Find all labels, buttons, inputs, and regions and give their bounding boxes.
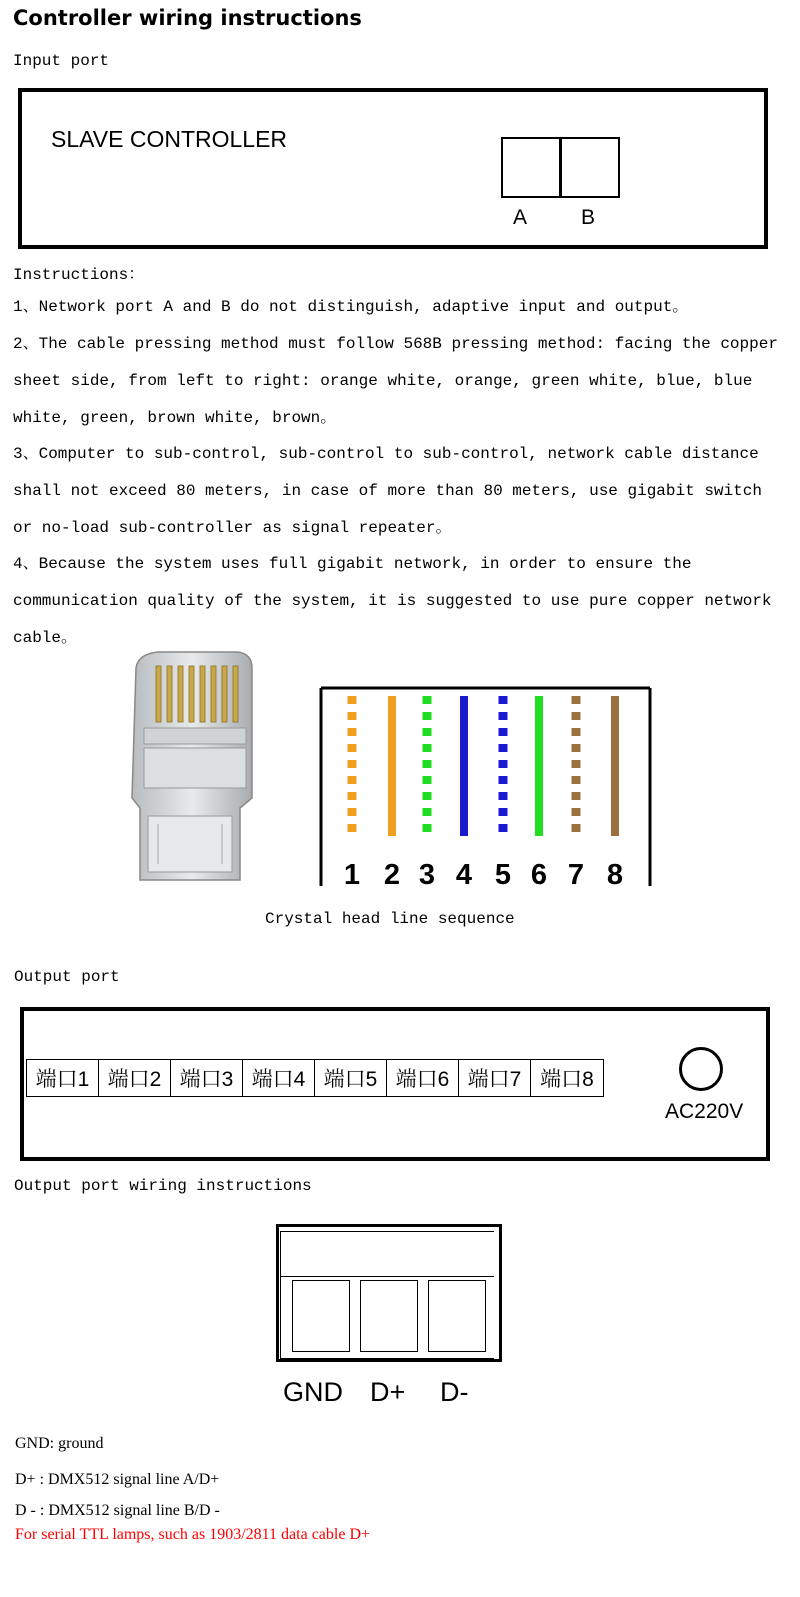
instruction-item: 3、Computer to sub-control, sub-control to sub-control, network cable distance shall not exceed 80 meters, in case of more than 80 meters, use gigabit switch or no-load sub-controller as signal repeater。 <box>13 445 762 537</box>
instruction-item: 1、Network port A and B do not distinguish, adaptive input and output。 <box>13 298 689 316</box>
instructions-heading: Instructions： <box>13 266 145 284</box>
wire-number-8: 8 <box>606 859 624 891</box>
output-terminal-5: 端口5 <box>315 1060 387 1096</box>
rj45-connector-image <box>128 648 258 888</box>
instruction-item: 2、The cable pressing method must follow 568B pressing method: facing the copper sheet side, from left to right: orange white, orange, green white, blue, blue white, green, brown white, brown。 <box>13 335 778 427</box>
instruction-item: 4、Because the system uses full gigabit network, in order to ensure the communication quality of the system, it is suggested to use pure copper network cable。 <box>13 555 772 647</box>
power-label: AC220V <box>665 1100 744 1123</box>
slave-controller-panel <box>18 88 768 249</box>
wire-sequence-diagram <box>308 686 658 892</box>
slave-controller-label: SLAVE CONTROLLER <box>51 126 288 152</box>
wire-number-6: 6 <box>530 859 548 891</box>
terminal-slot-d-minus <box>428 1280 486 1352</box>
network-port-b <box>559 137 620 198</box>
note-d-plus: D+ : DMX512 signal line A/D+ <box>15 1471 220 1488</box>
terminal-block-divider <box>280 1276 494 1277</box>
gnd-label: GND <box>283 1377 343 1407</box>
port-a-label: A <box>513 206 528 229</box>
wire-number-4: 4 <box>455 859 473 891</box>
terminal-slot-d-plus <box>360 1280 418 1352</box>
output-terminal-4: 端口4 <box>243 1060 315 1096</box>
output-terminal-1: 端口1 <box>27 1060 99 1096</box>
output-port-heading: Output port <box>14 968 120 986</box>
power-socket-icon <box>679 1047 723 1091</box>
wire-number-3: 3 <box>418 859 436 891</box>
d-plus-label: D+ <box>370 1377 406 1407</box>
output-terminal-6: 端口6 <box>387 1060 459 1096</box>
wire-number-2: 2 <box>383 859 401 891</box>
output-wiring-heading: Output port wiring instructions <box>14 1177 312 1195</box>
note-d-minus: D - : DMX512 signal line B/D - <box>15 1502 220 1519</box>
page-title: Controller wiring instructions <box>13 6 362 30</box>
note-gnd: GND: ground <box>15 1435 104 1452</box>
terminal-slot-gnd <box>292 1280 350 1352</box>
output-terminal-8: 端口8 <box>540 1068 594 1091</box>
output-terminal-row <box>26 1059 604 1097</box>
output-terminal-3: 端口3 <box>171 1060 243 1096</box>
input-port-heading: Input port <box>13 52 110 70</box>
wire-number-1: 1 <box>343 859 361 891</box>
wire-number-7: 7 <box>567 859 585 891</box>
port-b-label: B <box>581 206 596 229</box>
wire-diagram-caption: Crystal head line sequence <box>265 910 515 928</box>
d-minus-label: D- <box>440 1377 469 1407</box>
network-port-a <box>501 137 562 198</box>
wire-number-5: 5 <box>494 859 512 891</box>
output-terminal-7: 端口7 <box>459 1060 531 1096</box>
output-terminal-2: 端口2 <box>99 1060 171 1096</box>
note-ttl-warning: For serial TTL lamps, such as 1903/2811 data cable D+ <box>15 1526 371 1543</box>
